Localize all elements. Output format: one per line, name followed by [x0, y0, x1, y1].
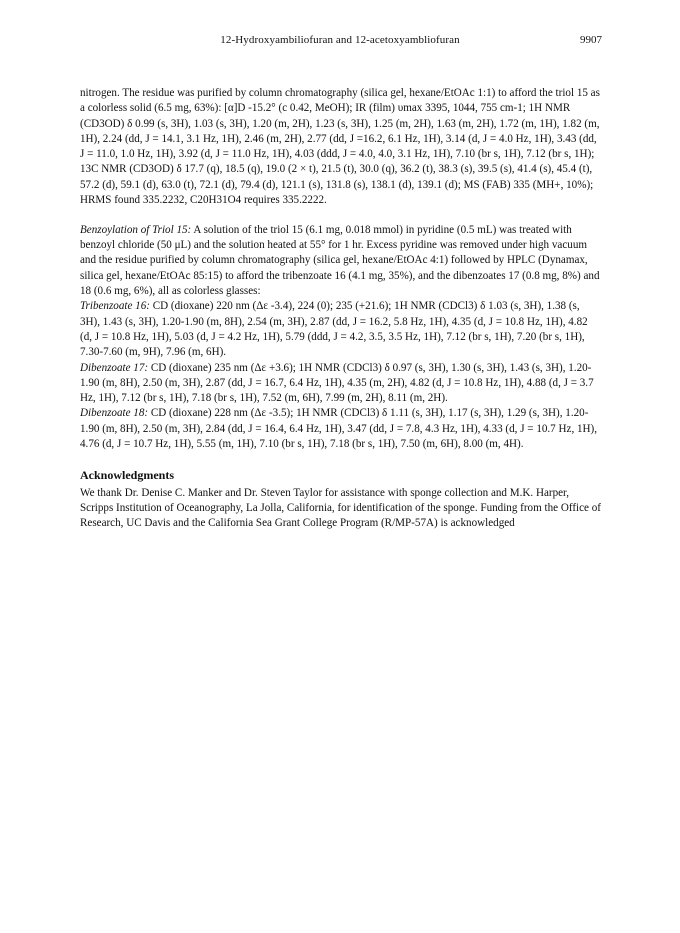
dibenzoate-18-heading: Dibenzoate 18:: [80, 407, 149, 420]
benzoylation-heading: Benzoylation of Triol 15:: [80, 223, 192, 236]
paragraph-tribenzoate-16: [80, 299, 602, 360]
page-number: 9907: [580, 34, 602, 46]
tribenzoate-16-text: CD (dioxane) 220 nm (Δε -3.4), 224 (0); 235 (+21.6); 1H NMR (CDCl3) δ 1.03 (s, 3H), 1.38 (s, 3H), 1.43 (s, 3H), 1.20-1.90 (m, 8H), 2.54 (m, 3H), 2.87 (dd, J = 16.2, 5.8 Hz, 1H), 4.35 (d, J = 10.8 Hz, 1H), 4.82 (d, J = 10.8 Hz, 1H), 5.03 (d, J = 4.2 Hz, 1H), 5.79 (ddd, J = 4.2, 3.5, 3.5 Hz, 1H), 7.12 (br s, 1H), 7.20 (br s, 1H), 7.30-7.60 (m, 9H), 7.96 (m, 6H).: [80, 300, 588, 359]
body-text: [80, 86, 602, 532]
benzoylation-text: A solution of the triol 15 (6.1 mg, 0.018 mmol) in pyridine (0.5 mL) was treated with benzoyl chloride (50 μL) and the solution heated at 55° for 1 hr. Excess pyridine was removed under high vacuum and the residue purified by column chromatography (silica gel, hexane/EtOAc 4:1) followed by HPLC (Dynamax, silica gel, hexane/EtOAc 85:15) to afford the tribenzoate 16 (4.1 mg, 35%), and the dibenzoates 17 (0.8 mg, 8%) and 18 (0.6 mg, 6%), all as colorless glasses:: [80, 223, 600, 298]
running-title: 12-Hydroxyambiliofuran and 12-acetoxyambliofuran: [220, 34, 460, 46]
paragraph-benzoylation: [80, 223, 602, 299]
paragraph-spacer: [80, 208, 602, 223]
dibenzoate-17-heading: Dibenzoate 17:: [80, 361, 149, 374]
acknowledgments-text: We thank Dr. Denise C. Manker and Dr. Steven Taylor for assistance with sponge collection and M.K. Harper, Scripps Institution of Oceanography, La Jolla, California, for identification of the sponge. Funding from the Office of Research, UC Davis and the California Sea Grant College Program (R/MP-57A) is acknowledged: [80, 486, 601, 530]
paragraph-triol-15: nitrogen. The residue was purified by column chromatography (silica gel, hexane/EtOAc 1:1) to afford the triol 15 as a colorless solid (6.5 mg, 63%): [α]D -15.2° (c 0.42, MeOH); IR (film) υmax 3395, 1044, 755 cm-1; 1H NMR (CD3OD) δ 0.99 (s, 3H), 1.03 (s, 3H), 1.20 (m, 2H), 1.23 (s, 3H), 1.25 (m, 2H), 1.63 (m, 2H), 1.72 (m, 1H), 1.82 (m, 1H), 2.24 (dd, J = 14.1, 3.1 Hz, 1H), 2.46 (m, 2H), 2.77 (dd, J =16.2, 6.1 Hz, 1H), 3.14 (d, J = 4.0 Hz, 1H), 3.43 (dd, J = 11.0, 1.0 Hz, 1H), 3.92 (d, J = 11.0 Hz, 1H), 4.03 (ddd, J = 4.0, 4.0, 3.1 Hz, 1H), 7.10 (br s, 1H), 7.12 (br s, 1H); 13C NMR (CD3OD) δ 17.7 (q), 18.5 (q), 19.0 (2 × t), 21.5 (t), 30.0 (q), 36.2 (t), 38.3 (s), 39.5 (s), 41.4 (s), 45.4 (t), 57.2 (d), 59.1 (d), 63.0 (t), 72.1 (d), 79.4 (d), 121.1 (s), 131.8 (s), 138.1 (d), 139.1 (d); MS (FAB) 335 (MH+, 10%); HRMS found 335.2232, C20H31O4 requires 335.2222.: [80, 87, 600, 207]
dibenzoate-18-text: CD (dioxane) 228 nm (Δε -3.5); 1H NMR (CDCl3) δ 1.11 (s, 3H), 1.17 (s, 3H), 1.29 (s, 3H), 1.20-1.90 (m, 8H), 2.50 (m, 3H), 2.84 (dd, J = 16.4, 6.4 Hz, 1H), 3.47 (dd, J = 7.8, 4.3 Hz, 1H), 4.33 (d, J = 10.7 Hz, 1H), 4.76 (d, J = 10.7 Hz, 1H), 5.55 (m, 1H), 7.10 (br s, 1H), 7.18 (br s, 1H), 7.50 (m, 6H), 8.00 (m, 4H).: [80, 407, 598, 451]
dibenzoate-17-text: CD (dioxane) 235 nm (Δε +3.6); 1H NMR (CDCl3) δ 0.97 (s, 3H), 1.30 (s, 3H), 1.43 (s, 3H), 1.20-1.90 (m, 8H), 2.50 (m, 3H), 2.87 (dd, J = 16.7, 6.4 Hz, 1H), 4.35 (m, 2H), 4.82 (d, J = 10.8 Hz, 1H), 4.88 (d, J = 3.7 Hz, 1H), 7.12 (br s, 1H), 7.18 (br s, 1H), 7.52 (m, 6H), 7.99 (m, 2H), 8.11 (m, 2H).: [80, 361, 594, 405]
tribenzoate-16-heading: Tribenzoate 16:: [80, 300, 150, 313]
section-spacer: [80, 452, 602, 468]
acknowledgments-heading: Acknowledgments: [80, 468, 175, 483]
paragraph-dibenzoate-17: [80, 361, 602, 407]
paragraph-dibenzoate-18: [80, 406, 602, 452]
